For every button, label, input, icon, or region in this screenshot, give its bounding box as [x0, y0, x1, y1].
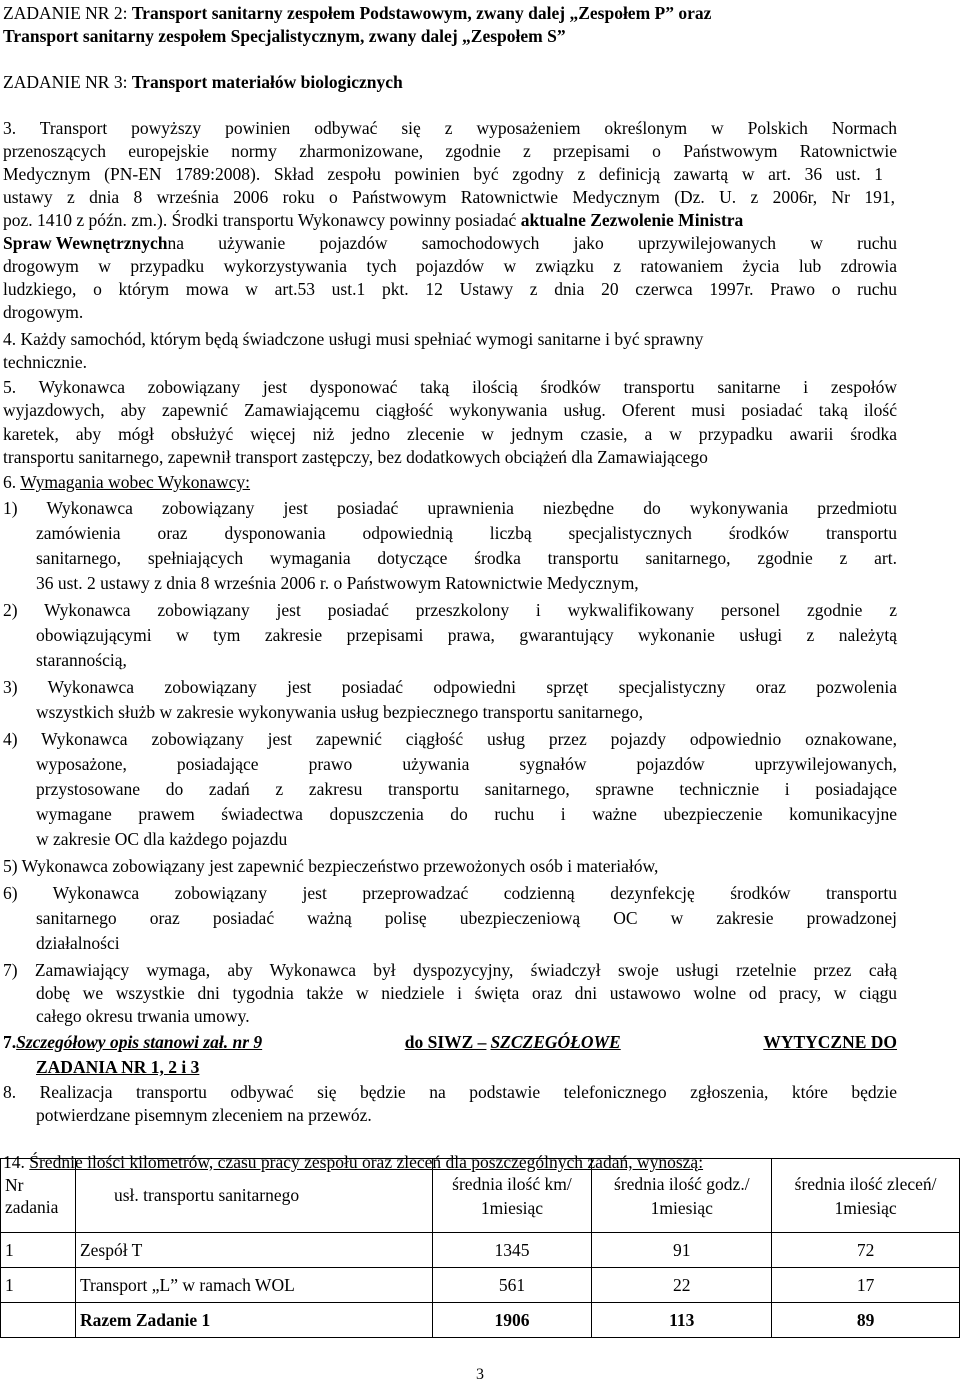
- header-nr: Nr zadania: [1, 1159, 76, 1233]
- cell-km: 1345: [432, 1233, 592, 1268]
- req-4-line-5: w zakresie OC dla każdego pojazdu: [36, 829, 288, 849]
- req-3-line-2: wszystkich służb w zakresie wykonywania usług bezpiecznego transportu sanitarnego,: [36, 702, 643, 722]
- point-4-line-2: technicznie.: [3, 352, 88, 372]
- req-7-line-3: całego okresu trwania umowy.: [36, 1006, 250, 1026]
- point-3-permit-bold: aktualne Zezwolenie Ministra: [520, 210, 744, 230]
- cell-nr: [1, 1303, 76, 1338]
- page-number: 3: [476, 1366, 484, 1383]
- req-1-line-2: zamówienia oraz dysponowania odpowiednią liczbą specjalistycznych środków transportu: [36, 523, 897, 543]
- point-6-number: 6.: [3, 472, 21, 492]
- cell-orders: 17: [772, 1268, 960, 1303]
- point-7-number: 7.: [3, 1032, 17, 1052]
- point-7-guidelines: WYTYCZNE DO: [763, 1032, 898, 1052]
- point-5-line-1: 5. Wykonawca zobowiązany jest dysponować taką ilością środków transportu sanitarne i zespołów: [3, 377, 897, 397]
- cell-orders: 72: [772, 1233, 960, 1268]
- cell-service: Razem Zadanie 1: [75, 1303, 432, 1338]
- km-table: [0, 1158, 960, 1338]
- table-row: [1, 1268, 960, 1303]
- req-1-line-3: sanitarnego, spełniających wymagania dotyczące środka transportu sanitarnego, zgodnie z art.: [36, 548, 897, 568]
- point-3-line-9: drogowym.: [3, 302, 84, 322]
- cell-km: 561: [432, 1268, 592, 1303]
- point-3-line-2: przenoszących europejskie normy zharmonizowane, zgodnie z przepisami o Państwowym Ratownictwie: [3, 141, 897, 161]
- point-3-line-3: Medycznym (PN-EN 1789:2008). Skład zespołu powinien być zgodny z definicją zawartą w art. 36 ust. 1: [3, 164, 883, 184]
- cell-service: Transport „L” w ramach WOL: [75, 1268, 432, 1303]
- req-2-line-2: obowiązującymi w tym zakresie przepisami prawa, gwarantujący wykonanie usługi z należytą: [36, 625, 897, 645]
- zadanie-2-title-cont: Transport sanitarny zespołem Specjalistycznym, zwany dalej „Zespołem S”: [3, 26, 566, 46]
- header-service: usł. transportu sanitarnego: [75, 1159, 432, 1233]
- header-orders: średnia ilość zleceń/ 1miesiąc: [772, 1159, 960, 1233]
- point-14-text: Średnie ilości kilometrów, czasu pracy zespołu oraz zleceń dla poszczególnych zadań, wynoszą:: [29, 1152, 704, 1172]
- point-6-title: Wymagania wobec Wykonawcy:: [20, 472, 251, 492]
- point-5-line-2: wyjazdowych, aby zapewnić Zamawiającemu ciągłość wykonywania usług. Oferent musi posiadać taką ilość: [3, 400, 897, 420]
- header-km: średnia ilość km/ 1miesiąc: [432, 1159, 592, 1233]
- req-4-line-1: 4) Wykonawca zobowiązany jest zapewnić ciągłość usług przez pojazdy odpowiednio oznakowane,: [3, 729, 897, 749]
- point-7-attachment: Szczegółowy opis stanowi zał. nr 9: [16, 1032, 263, 1052]
- point-4-line-1: 4. Każdy samochód, którym będą świadczone usługi musi spełniać wymogi sanitarne i być sprawny: [3, 329, 704, 349]
- req-4-line-4: wymagane prawem świadectwa dopuszczenia do ruchu i ważne ubezpieczenie komunikacyjne: [36, 804, 897, 824]
- req-6-line-3: działalności: [36, 933, 120, 953]
- point-8-line-2: potwierdzane pisemnym zleceniem na przewóz.: [36, 1105, 372, 1125]
- point-3-line-5-text: poz. 1410 z późn. zm.). Środki transportu Wykonawcy powinny posiadać: [3, 210, 521, 230]
- point-7-siwz: do SIWZ –: [404, 1032, 487, 1052]
- req-6-line-2: sanitarnego oraz posiadać ważną polisę ubezpieczeniową OC w zakresie prowadzonej: [36, 908, 897, 928]
- point-3-line-4: ustawy z dnia 8 września 2006 roku o Państwowym Ratownictwie Medycznym (Dz. U. z 2006r, Nr 191,: [3, 187, 895, 207]
- cell-hours: 91: [592, 1233, 772, 1268]
- req-2-line-1: 2) Wykonawca zobowiązany jest posiadać przeszkolony i wykwalifikowany personel zgodnie z: [3, 600, 897, 620]
- table-header-row: [1, 1159, 960, 1233]
- point-5-line-3: karetek, aby mógł obsłużyć więcej niż jedno zlecenie w jednym czasie, a w przypadku awarii środka: [3, 424, 897, 444]
- point-6-heading: [3, 471, 250, 494]
- cell-service: Zespół T: [75, 1233, 432, 1268]
- req-4-line-2: wyposażone, posiadające prawo używania sygnałów pojazdów uprzywilejowanych,: [36, 754, 897, 774]
- cell-nr: 1: [1, 1233, 76, 1268]
- zadanie-2-title: Transport sanitarny zespołem Podstawowym, zwany dalej „Zespołem P” oraz: [131, 3, 712, 23]
- req-7-line-1: 7) Zamawiający wymaga, aby Wykonawca był dyspozycyjny, świadczył swoje usługi rzetelnie przez całą: [3, 960, 897, 980]
- cell-nr: 1: [1, 1268, 76, 1303]
- point-7-line-1: [3, 1031, 897, 1054]
- req-2-line-3: starannością,: [36, 650, 127, 670]
- table-total-row: [1, 1303, 960, 1338]
- point-3-line-8: ludzkiego, o którym mowa w art.53 ust.1 pkt. 12 Ustawy z dnia 20 czerwca 1997r. Prawo o ruchu: [3, 279, 897, 299]
- point-14-number: 14.: [3, 1152, 30, 1172]
- cell-km: 1906: [432, 1303, 592, 1338]
- point-5-line-4: transportu sanitarnego, zapewnił transport zastępczy, bez dodatkowych obciążeń dla Zamawiającego: [3, 447, 708, 467]
- point-3-line-6: [3, 232, 897, 255]
- table-row: [1, 1233, 960, 1268]
- point-7-line-2: ZADANIA NR 1, 2 i 3: [36, 1057, 200, 1077]
- zadanie-3-title: Transport materiałów biologicznych: [131, 72, 403, 92]
- req-5-line-1: 5) Wykonawca zobowiązany jest zapewnić bezpieczeństwo przewożonych osób i materiałów,: [3, 856, 659, 876]
- cell-hours: 22: [592, 1268, 772, 1303]
- point-3-line-1: 3. Transport powyższy powinien odbywać się z wyposażeniem określonym w Polskich Normach: [3, 118, 897, 138]
- zadanie-2-label: ZADANIE NR 2:: [3, 3, 132, 23]
- zadanie-2-line: [3, 2, 711, 25]
- point-8-line-1: 8. Realizacja transportu odbywać się będzie na podstawie telefonicznego zgłoszenia, które będzie: [3, 1082, 897, 1102]
- req-1-line-4: 36 ust. 2 ustawy z dnia 8 września 2006 r. o Państwowym Ratownictwie Medycznym,: [36, 573, 639, 593]
- req-6-line-1: 6) Wykonawca zobowiązany jest przeprowadzać codzienną dezynfekcję środków transportu: [3, 883, 897, 903]
- req-7-line-2: dobę we wszystkie dni tygodnia także w niedziele i święta oraz dni ustawowo wolne od pracy, w ciągu: [36, 983, 897, 1003]
- req-1-line-1: 1) Wykonawca zobowiązany jest posiadać uprawnienia niezbędne do wykonywania przedmiotu: [3, 498, 897, 518]
- req-3-line-1: 3) Wykonawca zobowiązany jest posiadać odpowiedni sprzęt specjalistyczny oraz pozwolenia: [3, 677, 897, 697]
- point-3-line-7: drogowym w przypadku wykorzystywania tych pojazdów w związku z ratowaniem życia lub zdrowia: [3, 256, 897, 276]
- zadanie-3-label: ZADANIE NR 3:: [3, 72, 132, 92]
- point-3-line-5: [3, 209, 743, 232]
- point-3-ministry-bold: Spraw Wewnętrznych: [3, 233, 168, 253]
- point-3-line-6-text: na używanie pojazdów samochodowych jako uprzywilejowanych w ruchu: [167, 233, 897, 253]
- header-hours: średnia ilość godz./ 1miesiąc: [592, 1159, 772, 1233]
- point-7-detailed: SZCZEGÓŁOWE: [490, 1032, 621, 1052]
- cell-hours: 113: [592, 1303, 772, 1338]
- req-4-line-3: przystosowane do zadań z zakresu transportu sanitarnego, sprawne technicznie i posiadające: [36, 779, 897, 799]
- cell-orders: 89: [772, 1303, 960, 1338]
- zadanie-3-line: [3, 71, 403, 94]
